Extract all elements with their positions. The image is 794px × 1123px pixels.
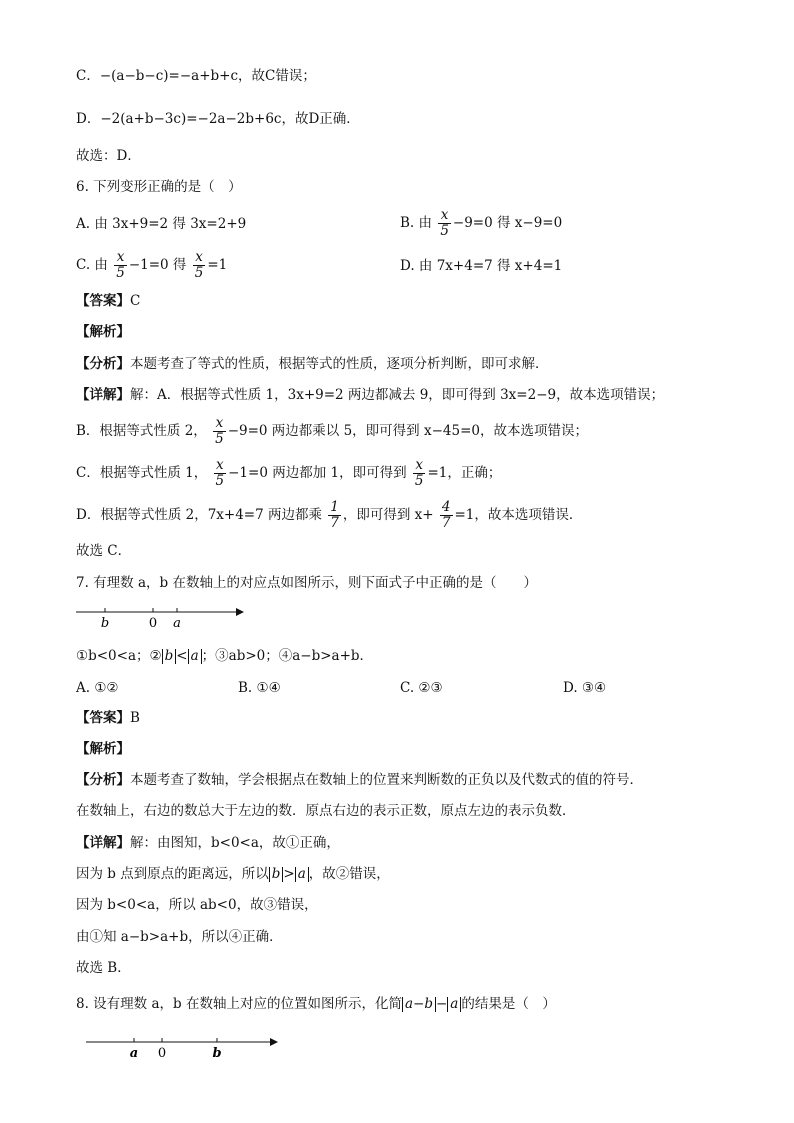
q6-fenxi xyxy=(76,355,549,373)
q6-detail-d xyxy=(76,499,582,531)
q7-stem: 7. 有理数 a，b 在数轴上的对应点如图所示，则下面式子中正确的是（ ） xyxy=(76,575,537,591)
stem-prefix: 8. 设有理数 a，b 在数轴上对应的位置如图所示，化简 xyxy=(76,996,402,1012)
axis-label-0: 0 xyxy=(157,1046,167,1059)
detail-suffix: =1，故本选项错误． xyxy=(454,507,583,523)
q6-option-b-prefix: B. 由 xyxy=(400,215,433,231)
abs-b: b xyxy=(269,867,284,882)
detail-prefix: D．根据等式性质 2，7x+4=7 两边都乘 xyxy=(76,507,322,523)
detail-suffix: ，故②错误， xyxy=(308,866,390,882)
q6-option-d: D. 由 7x+4=7 得 x+4=1 xyxy=(400,258,563,274)
q6-option-c xyxy=(76,249,227,281)
q7-detail-3: 因为 b<0<a，所以 ab<0，故③错误， xyxy=(76,897,318,913)
answer-tag: 【答案】 xyxy=(76,293,130,309)
xiangjie-tag: 【详解】 xyxy=(76,835,130,851)
axis-label-b: b xyxy=(100,616,110,629)
q6-analysis-tag: 【解析】 xyxy=(76,324,130,340)
detail-text: 解：由图知，b<0<a，故①正确， xyxy=(130,835,340,851)
q7-option-a: A. ①② xyxy=(76,680,119,696)
q7-fenxi xyxy=(76,771,643,789)
q7-fenxi-2: 在数轴上，右边的数总大于左边的数．原点右边的表示正数，原点左边的表示负数． xyxy=(76,803,576,819)
statements-suffix: ；③ab>0；④a−b>a+b． xyxy=(201,648,374,664)
fraction-4-over-7: $\frac{4}{7}$ xyxy=(441,499,451,531)
q6-detail-c xyxy=(76,457,501,489)
abs-a: a xyxy=(447,997,461,1012)
prev-choose: 故选：D． xyxy=(76,148,141,164)
q6-option-a: A. 由 3x+9=2 得 3x=2+9 xyxy=(76,216,247,232)
q7-answer xyxy=(76,709,140,727)
detail-prefix: B．根据等式性质 2， xyxy=(76,423,207,439)
q7-analysis-tag: 【解析】 xyxy=(76,741,130,757)
abs-b: b xyxy=(162,649,177,664)
abs-a: a xyxy=(295,867,309,882)
less-than: < xyxy=(176,648,188,664)
detail-prefix: C．根据等式性质 1， xyxy=(76,465,208,481)
q7-detail-1 xyxy=(76,834,340,852)
axis-arrow xyxy=(270,1038,278,1046)
fenxi-tag: 【分析】 xyxy=(76,356,130,372)
minus-sign: − xyxy=(435,996,448,1012)
detail-suffix: −9=0 两边都乘以 5，即可得到 x−45=0，故本选项错误； xyxy=(227,423,588,439)
q6-answer xyxy=(76,292,140,310)
q6-option-c-suffix: =1 xyxy=(207,257,228,273)
q6-stem: 6. 下列变形正确的是（ ） xyxy=(76,179,242,195)
abs-a-minus-b: a−b xyxy=(402,997,436,1012)
axis-arrow xyxy=(236,608,244,616)
q7-option-d: D. ③④ xyxy=(563,680,607,696)
q7-statements xyxy=(76,647,373,665)
greater-than: > xyxy=(283,866,295,882)
detail-middle: ，即可得到 x+ xyxy=(342,507,434,523)
abs-a: a xyxy=(188,649,202,664)
axis-label-b: b xyxy=(212,1046,222,1059)
q7-detail-4: 由①知 a−b>a+b，所以④正确． xyxy=(76,929,283,945)
q6-option-c-prefix: C. 由 xyxy=(76,257,108,273)
axis-label-a: a xyxy=(129,1046,139,1059)
fraction-x-over-5: $\frac{x}{5}$ xyxy=(440,207,449,239)
fraction-x-over-5: $\frac{x}{5}$ xyxy=(414,457,424,489)
q7-detail-2 xyxy=(76,865,390,883)
detail-suffix: =1，正确； xyxy=(427,465,502,481)
q7-option-c: C. ②③ xyxy=(400,680,443,696)
fraction-x-over-5: $\frac{x}{5}$ xyxy=(194,249,204,281)
q6-option-b xyxy=(400,207,562,239)
fraction-x-over-5: $\frac{x}{5}$ xyxy=(116,249,125,281)
prev-line-d: D．−2(a+b−3c)=−2a−2b+6c，故D正确． xyxy=(76,111,360,127)
prev-line-c: C．−(a−b−c)=−a+b+c，故C错误； xyxy=(76,68,316,84)
q7-option-b: B. ①④ xyxy=(238,680,281,696)
fenxi-tag: 【分析】 xyxy=(76,772,130,788)
detail-prefix: 因为 b 点到原点的距离远，所以 xyxy=(76,866,269,882)
fraction-x-over-5: $\frac{x}{5}$ xyxy=(215,457,225,489)
q7-number-line xyxy=(74,603,249,629)
fraction-x-over-5: $\frac{x}{5}$ xyxy=(215,415,224,447)
q6-option-b-suffix: −9=0 得 x−9=0 xyxy=(452,215,563,231)
axis-label-0: 0 xyxy=(148,616,158,629)
axis-label-a: a xyxy=(173,616,181,629)
q6-choose: 故选 C． xyxy=(76,543,132,559)
q6-detail-b xyxy=(76,415,588,447)
answer-value: C xyxy=(130,293,141,309)
q6-detail-a xyxy=(76,386,664,404)
q8-stem xyxy=(76,995,556,1013)
statements-prefix: ①b<0<a；② xyxy=(76,648,162,664)
q8-number-line xyxy=(84,1033,284,1059)
stem-suffix: 的结果是（ ） xyxy=(461,996,556,1012)
xiangjie-tag: 【详解】 xyxy=(76,387,130,403)
answer-value: B xyxy=(130,710,140,726)
fenxi-text: 本题考查了等式的性质，根据等式的性质，逐项分析判断，即可求解． xyxy=(130,356,549,372)
answer-tag: 【答案】 xyxy=(76,710,130,726)
detail-text: 解：A．根据等式性质 1，3x+9=2 两边都减去 9，即可得到 3x=2−9，故本选项错误； xyxy=(130,387,665,403)
fenxi-text: 本题考查了数轴，学会根据点在数轴上的位置来判断数的正负以及代数式的值的符号． xyxy=(130,772,643,788)
detail-middle: −1=0 两边都加 1，即可得到 xyxy=(228,465,407,481)
q7-choose: 故选 B． xyxy=(76,960,131,976)
q6-option-c-middle: −1=0 得 xyxy=(128,257,187,273)
fraction-1-over-7: $\frac{1}{7}$ xyxy=(330,499,339,531)
